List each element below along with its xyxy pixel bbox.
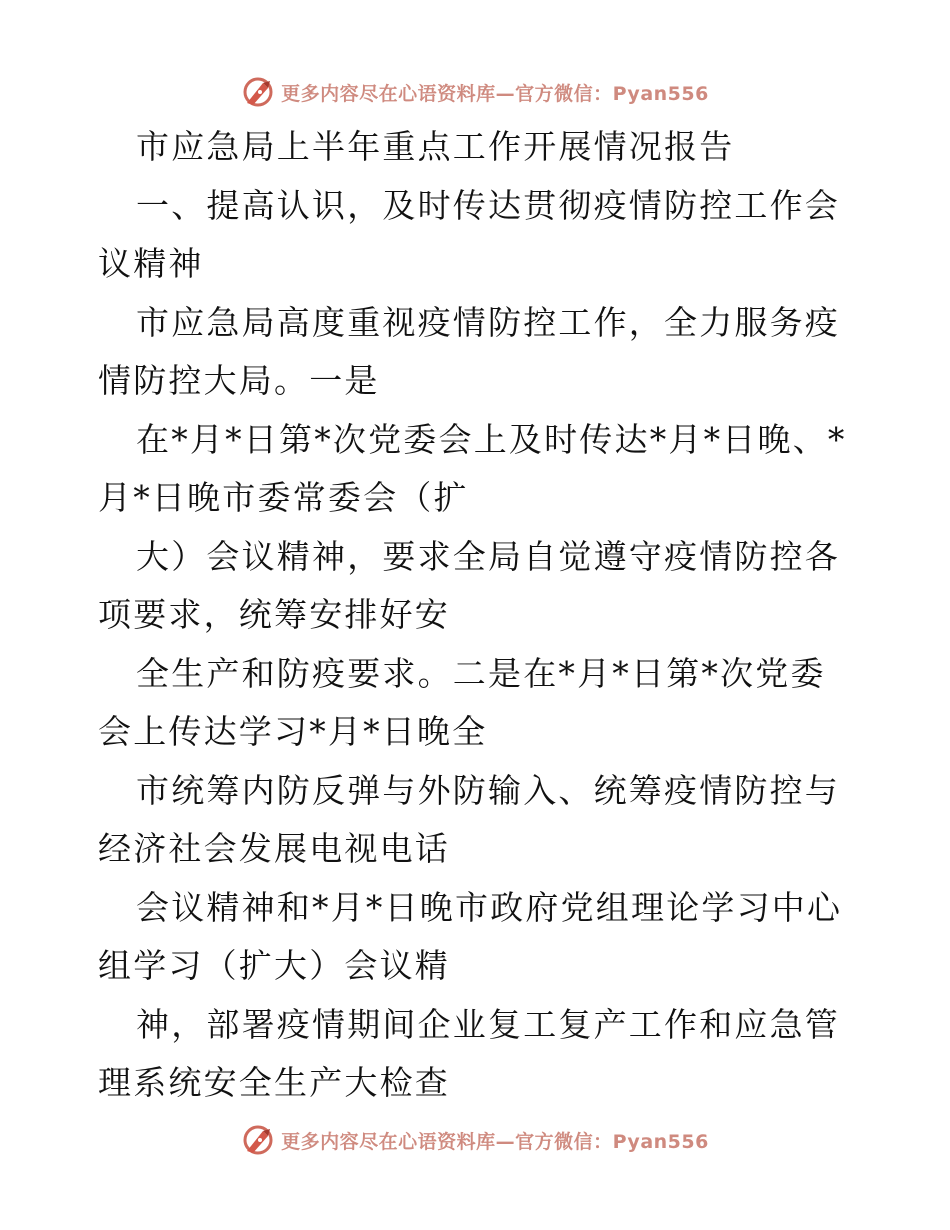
footer-watermark [0, 1118, 950, 1162]
pen-nib-seal-icon [241, 1123, 275, 1157]
paragraph-1: 一、提高认识，及时传达贯彻疫情防控工作会议精神 [98, 185, 840, 283]
paragraph-4: 大）会议精神，要求全局自觉遵守疫情防控各项要求，统筹安排好安 [98, 536, 840, 634]
paragraph-5: 全生产和防疫要求。二是在*月*日第*次党委会上传达学习*月*日晚全 [98, 653, 826, 751]
footer-watermark-text: 更多内容尽在心语资料库—官方微信：Pyan556 [281, 1130, 709, 1153]
header-watermark [0, 70, 950, 114]
document-body [98, 118, 850, 1113]
pen-nib-seal-icon [241, 75, 275, 109]
paragraph-7: 会议精神和*月*日晚市政府党组理论学习中心组学习（扩大）会议精 [98, 887, 843, 985]
document-title: 市应急局上半年重点工作开展情况报告 [136, 127, 735, 166]
paragraph-3: 在*月*日第*次党委会上及时传达*月*日晚、*月*日晚市委常委会（扩 [98, 419, 847, 517]
paragraph-2: 市应急局高度重视疫情防控工作，全力服务疫情防控大局。一是 [98, 302, 840, 400]
paragraph-8: 神，部署疫情期间企业复工复产工作和应急管理系统安全生产大检查 [98, 1004, 840, 1102]
header-watermark-text: 更多内容尽在心语资料库—官方微信：Pyan556 [281, 82, 709, 105]
paragraph-6: 市统筹内防反弹与外防输入、统筹疫情防控与经济社会发展电视电话 [98, 770, 840, 868]
